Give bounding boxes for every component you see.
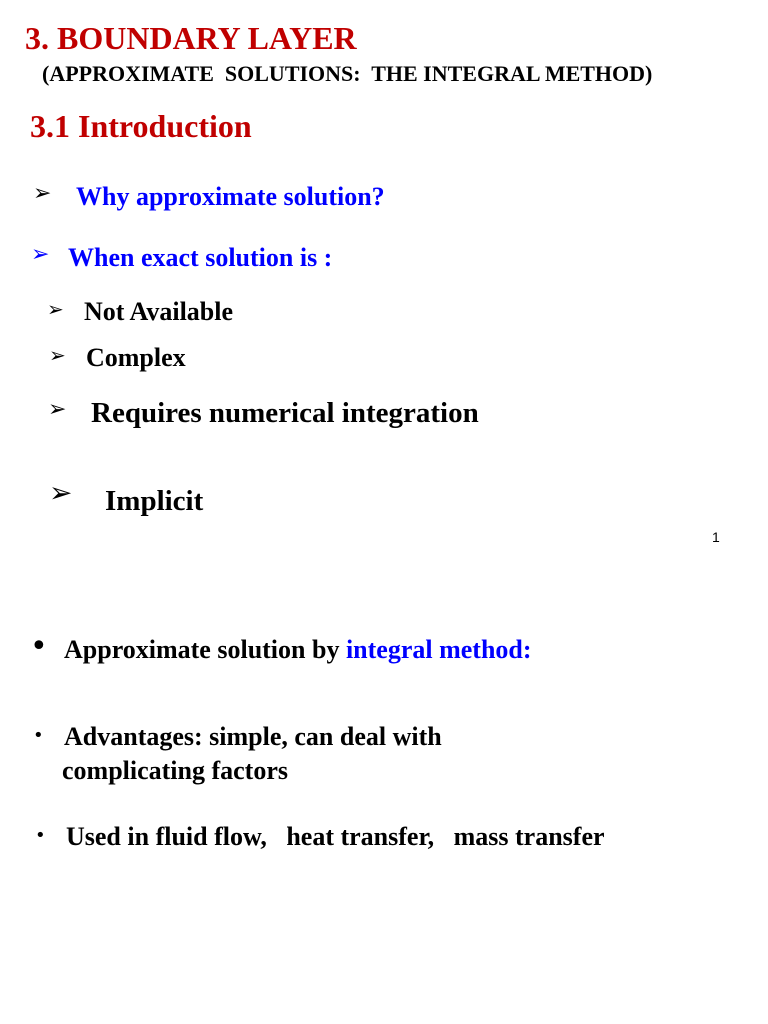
reason-item: Not Available — [84, 297, 234, 326]
reason-item: Implicit — [105, 485, 204, 517]
when-item: When exact solution is : — [68, 243, 333, 272]
section-heading: 3.1 Introduction — [30, 108, 252, 144]
arrow-bullet-icon: ➢ — [49, 343, 66, 367]
arrow-bullet-icon: ➢ — [33, 181, 52, 206]
advantages-line-1: Advantages: simple, can deal with — [64, 722, 442, 751]
arrow-bullet-icon: ➢ — [49, 476, 73, 509]
page-subtitle: (APPROXIMATE SOLUTIONS: THE INTEGRAL METHOD) — [42, 61, 653, 86]
approx-prefix: Approximate solution by — [64, 635, 346, 664]
reason-item: Requires numerical integration — [91, 397, 479, 429]
dot-bullet-icon: • — [30, 629, 48, 664]
arrow-bullet-icon: ➢ — [47, 297, 64, 321]
usage-item: Used in fluid flow, heat transfer, mass transfer — [66, 822, 605, 851]
arrow-bullet-icon: ➢ — [31, 242, 50, 267]
dot-bullet-icon: • — [35, 825, 46, 846]
advantages-line-2: complicating factors — [62, 756, 289, 785]
page-title: 3. BOUNDARY LAYER — [25, 20, 357, 56]
question-item: Why approximate solution? — [76, 182, 385, 211]
page-number: 1 — [712, 529, 720, 545]
arrow-bullet-icon: ➢ — [48, 397, 67, 422]
approx-highlight: integral method: — [345, 635, 532, 664]
reason-item: Complex — [86, 343, 186, 372]
approx-item — [64, 635, 532, 665]
dot-bullet-icon: • — [33, 725, 44, 746]
